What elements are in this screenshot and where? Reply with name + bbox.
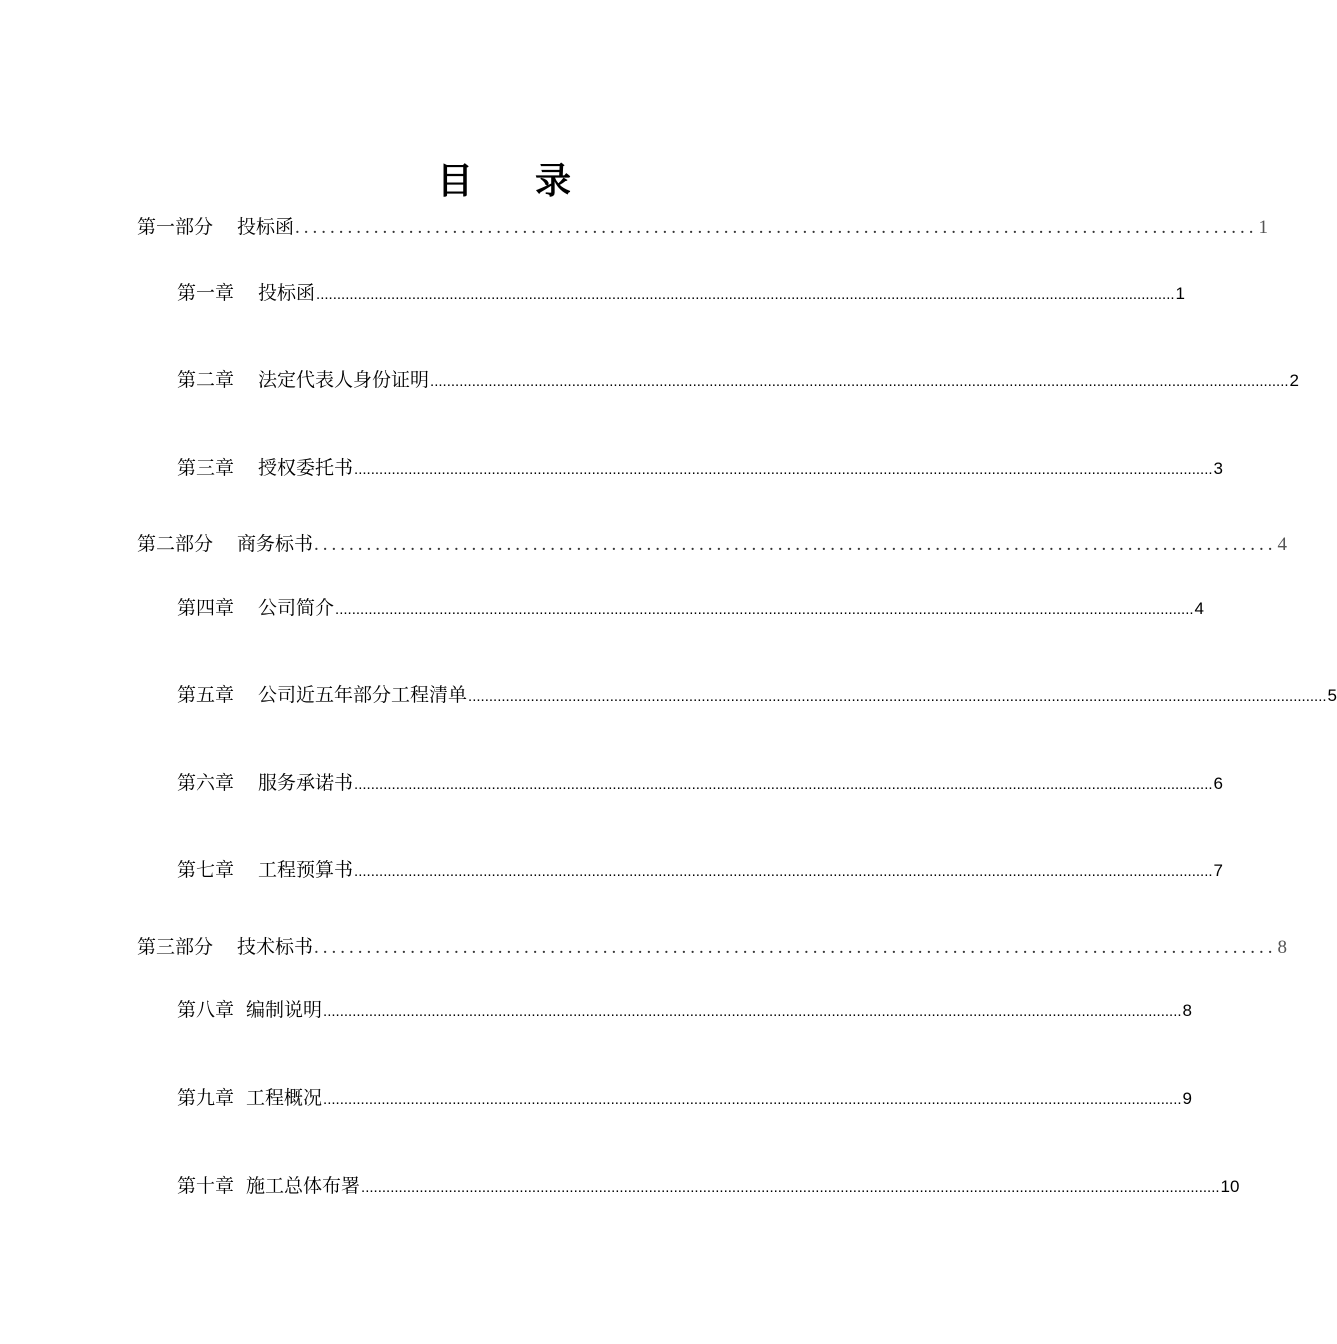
toc-page-number: 1: [1175, 284, 1186, 303]
toc-chapter-number: 第三章: [177, 457, 235, 479]
toc-page-number: 4: [1194, 599, 1205, 618]
toc-leader: ..............................................................................................................................................................................................................: [335, 601, 1194, 618]
toc-chapter-1[interactable]: [177, 278, 1186, 305]
toc-part-name: 投标函: [237, 216, 295, 238]
toc-leader: ..............................................................................................................................................................................................................: [323, 1003, 1182, 1020]
toc-chapter-3[interactable]: [177, 453, 1224, 480]
toc-leader: ..............................................................................................................................................................................................................: [354, 863, 1213, 880]
toc-chapter-6[interactable]: [177, 768, 1224, 795]
toc-chapter-label: [177, 995, 322, 1022]
toc-chapter-name: 工程概况: [246, 1087, 323, 1109]
toc-chapter-4[interactable]: [177, 593, 1205, 620]
toc-chapter-name: 投标函: [258, 282, 316, 304]
toc-part-label: [137, 932, 313, 959]
toc-title: [0, 155, 1010, 207]
toc-page-number: 6: [1213, 774, 1224, 793]
toc-page-number: 10: [1220, 1177, 1240, 1196]
toc-leader: ..............................................................................................................: [314, 534, 1277, 555]
toc-part-2[interactable]: [137, 529, 1288, 556]
toc-page-number: 9: [1182, 1089, 1193, 1108]
toc-chapter-name: 法定代表人身份证明: [258, 369, 430, 391]
toc-page-number: 2: [1289, 371, 1300, 390]
toc-chapter-label: [177, 593, 334, 620]
toc-chapter-number: 第七章: [177, 859, 235, 881]
toc-chapter-8[interactable]: [177, 995, 1193, 1022]
toc-chapter-number: 第九章: [177, 1087, 235, 1109]
toc-chapter-label: [177, 1171, 360, 1198]
toc-leader: ..............................................................................................................................................................................................................: [316, 286, 1175, 303]
toc-chapter-label: [177, 768, 353, 795]
toc-leader: ..............................................................................................................................................................................................................: [430, 373, 1289, 390]
toc-chapter-label: [177, 365, 429, 392]
toc-page-number: 1: [1258, 217, 1269, 238]
toc-chapter-name: 公司简介: [258, 597, 335, 619]
toc-page-number: 8: [1182, 1001, 1193, 1020]
toc-part-1[interactable]: [137, 212, 1269, 239]
toc-chapter-label: [177, 1083, 322, 1110]
toc-chapter-label: [177, 453, 353, 480]
toc-chapter-name: 施工总体布署: [246, 1175, 361, 1197]
toc-chapter-name: 服务承诺书: [258, 772, 354, 794]
toc-chapter-name: 公司近五年部分工程清单: [258, 684, 468, 706]
toc-chapter-7[interactable]: [177, 855, 1224, 882]
toc-chapter-label: [177, 855, 353, 882]
toc-part-label: [137, 212, 294, 239]
toc-page-number: 5: [1327, 686, 1337, 705]
toc-chapter-label: [177, 680, 467, 707]
toc-part-label: [137, 529, 313, 556]
toc-leader: ..............................................................................................................: [314, 937, 1277, 958]
toc-part-number: 第二部分: [137, 533, 214, 555]
toc-part-number: 第一部分: [137, 216, 214, 238]
toc-page-number: 4: [1277, 534, 1288, 555]
toc-part-name: 商务标书: [237, 533, 314, 555]
toc-chapter-9[interactable]: [177, 1083, 1193, 1110]
toc-page-number: 3: [1213, 459, 1224, 478]
toc-leader: ..............................................................................................................................................................................................................: [354, 461, 1213, 478]
toc-chapter-name: 授权委托书: [258, 457, 354, 479]
toc-chapter-name: 编制说明: [246, 999, 323, 1021]
toc-leader: ..............................................................................................................: [295, 217, 1258, 238]
toc-title-char-2: 录: [535, 160, 574, 202]
toc-part-name: 技术标书: [237, 936, 314, 958]
toc-chapter-10[interactable]: [177, 1171, 1240, 1198]
toc-chapter-number: 第四章: [177, 597, 235, 619]
toc-chapter-number: 第二章: [177, 369, 235, 391]
toc-page-number: 8: [1277, 937, 1288, 958]
toc-leader: ..............................................................................................................................................................................................................: [323, 1091, 1182, 1108]
toc-page-number: 7: [1213, 861, 1224, 880]
toc-chapter-5[interactable]: [177, 680, 1337, 707]
toc-title-char-1: 目: [436, 160, 475, 202]
toc-chapter-number: 第六章: [177, 772, 235, 794]
toc-chapter-2[interactable]: [177, 365, 1300, 392]
toc-chapter-name: 工程预算书: [258, 859, 354, 881]
toc-chapter-number: 第五章: [177, 684, 235, 706]
toc-leader: ..............................................................................................................................................................................................................: [468, 688, 1327, 705]
toc-leader: ..............................................................................................................................................................................................................: [354, 776, 1213, 793]
toc-chapter-label: [177, 278, 315, 305]
toc-chapter-number: 第十章: [177, 1175, 235, 1197]
toc-chapter-number: 第八章: [177, 999, 235, 1021]
toc-leader: ..............................................................................................................................................................................................................: [361, 1179, 1220, 1196]
toc-chapter-number: 第一章: [177, 282, 235, 304]
toc-part-number: 第三部分: [137, 936, 214, 958]
toc-part-3[interactable]: [137, 932, 1288, 959]
